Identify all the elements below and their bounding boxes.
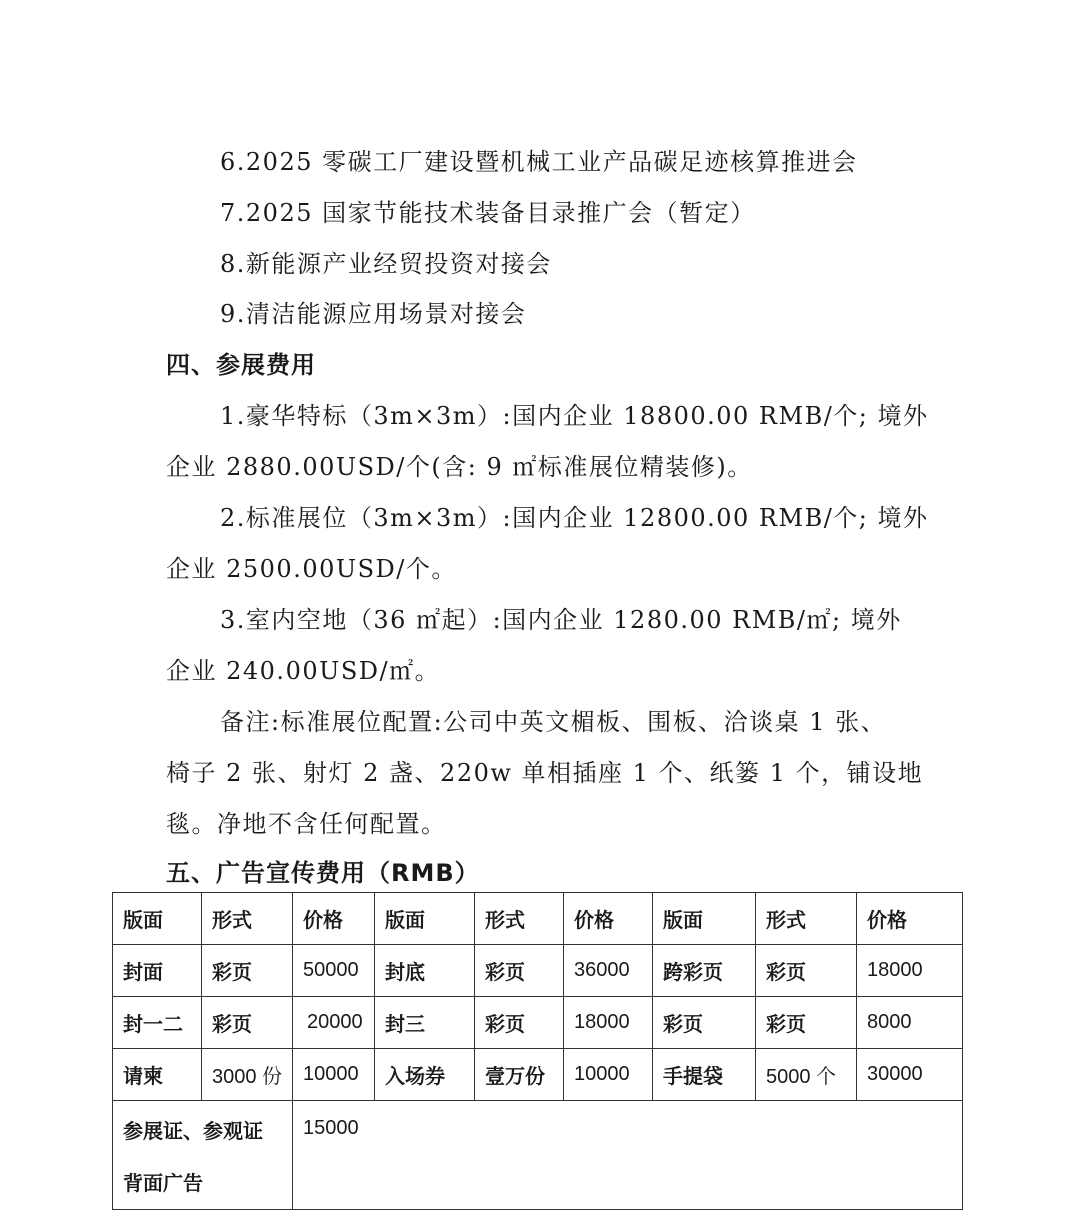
header-cell: 价格 xyxy=(857,893,963,945)
table-cell: 彩页 xyxy=(475,945,564,997)
header-cell: 版面 xyxy=(375,893,475,945)
table-cell: 30000 xyxy=(857,1049,963,1101)
table-cell: 10000 xyxy=(293,1049,375,1101)
table-row xyxy=(113,1101,963,1210)
table-cell: 封底 xyxy=(375,945,475,997)
fee-item-3-line2: 企业 240.00USD/㎡。 xyxy=(166,657,441,685)
table-row xyxy=(113,1049,963,1101)
note-line2: 椅子 2 张、射灯 2 盏、220w 单相插座 1 个、纸篓 1 个，铺设地 xyxy=(166,759,924,787)
table-cell: 20000 xyxy=(293,997,375,1049)
table-cell: 壹万份 xyxy=(475,1049,564,1101)
table-cell: 18000 xyxy=(857,945,963,997)
table-cell: 3000 份 xyxy=(202,1049,293,1101)
header-cell: 价格 xyxy=(293,893,375,945)
table-cell: 封一二 xyxy=(113,997,202,1049)
advertising-fee-table xyxy=(112,892,963,1210)
header-cell: 价格 xyxy=(564,893,653,945)
fee-item-3-line1: 3.室内空地（36 ㎡起）:国内企业 1280.00 RMB/㎡; 境外 xyxy=(220,606,902,634)
event-item-8: 8.新能源产业经贸投资对接会 xyxy=(220,250,552,278)
event-item-6: 6.2025 零碳工厂建设暨机械工业产品碳足迹核算推进会 xyxy=(220,148,858,176)
header-cell: 版面 xyxy=(113,893,202,945)
table-row xyxy=(113,997,963,1049)
table-cell: 请柬 xyxy=(113,1049,202,1101)
section-four-heading: 四、参展费用 xyxy=(166,351,316,379)
table-cell: 彩页 xyxy=(475,997,564,1049)
table-cell: 手提袋 xyxy=(653,1049,756,1101)
header-cell: 版面 xyxy=(653,893,756,945)
header-cell: 形式 xyxy=(202,893,293,945)
event-item-9: 9.清洁能源应用场景对接会 xyxy=(220,300,527,328)
badge-ad-price-cell: 15000 xyxy=(293,1101,963,1210)
header-cell: 形式 xyxy=(756,893,857,945)
badge-ad-label-line2: 背面广告 xyxy=(123,1171,203,1195)
table-cell: 封三 xyxy=(375,997,475,1049)
section-five-heading: 五、广告宣传费用（RMB） xyxy=(166,859,480,887)
table-cell: 36000 xyxy=(564,945,653,997)
table-cell: 彩页 xyxy=(756,945,857,997)
table-cell: 入场券 xyxy=(375,1049,475,1101)
table-cell: 彩页 xyxy=(202,997,293,1049)
table-cell: 封面 xyxy=(113,945,202,997)
table-cell: 8000 xyxy=(857,997,963,1049)
note-line3: 毯。净地不含任何配置。 xyxy=(166,810,447,838)
table-cell: 18000 xyxy=(564,997,653,1049)
note-line1: 备注:标准展位配置:公司中英文楣板、围板、洽谈桌 1 张、 xyxy=(220,708,887,736)
table-cell: 10000 xyxy=(564,1049,653,1101)
event-item-7: 7.2025 国家节能技术装备目录推广会（暂定） xyxy=(220,199,756,227)
table-cell: 彩页 xyxy=(756,997,857,1049)
table-row xyxy=(113,945,963,997)
header-cell: 形式 xyxy=(475,893,564,945)
table-cell: 彩页 xyxy=(653,997,756,1049)
badge-ad-label-cell xyxy=(113,1101,293,1210)
table-cell: 5000 个 xyxy=(756,1049,857,1101)
table-cell: 彩页 xyxy=(202,945,293,997)
fee-item-1-line2: 企业 2880.00USD/个(含: 9 ㎡标准展位精装修)。 xyxy=(166,453,753,481)
fee-item-1-line1: 1.豪华特标（3m×3m）:国内企业 18800.00 RMB/个; 境外 xyxy=(220,402,929,430)
table-header-row xyxy=(113,893,963,945)
table-cell: 跨彩页 xyxy=(653,945,756,997)
fee-item-2-line1: 2.标准展位（3m×3m）:国内企业 12800.00 RMB/个; 境外 xyxy=(220,504,929,532)
table-cell: 50000 xyxy=(293,945,375,997)
badge-ad-label-line1: 参展证、参观证 xyxy=(123,1119,263,1143)
fee-item-2-line2: 企业 2500.00USD/个。 xyxy=(166,555,457,583)
